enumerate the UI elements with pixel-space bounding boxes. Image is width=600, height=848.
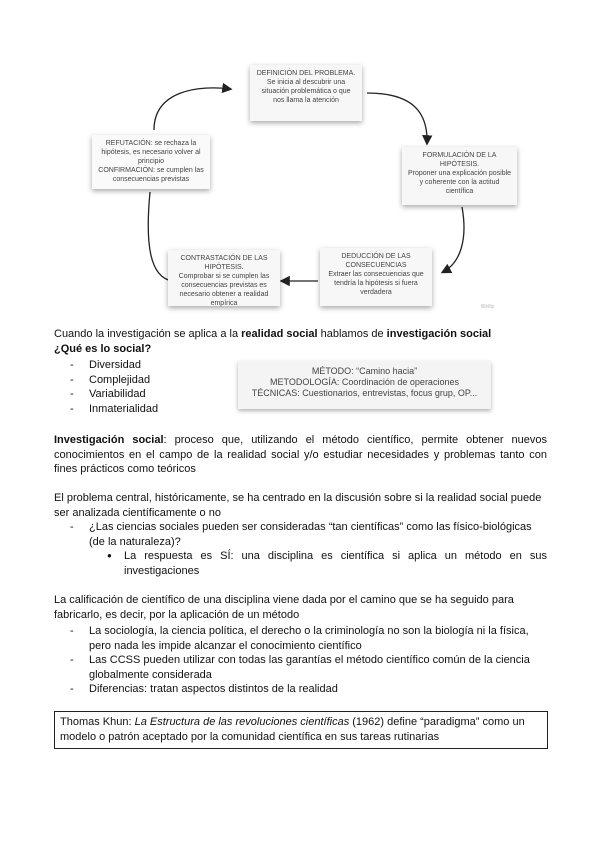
- techniques-line: TÉCNICAS: Cuestionarios, entrevistas, focus grup, OP...: [251, 388, 478, 398]
- list-item: - Diversidad: [70, 358, 230, 373]
- quote-author: Thomas Khun:: [60, 716, 135, 728]
- problem-paragraph: El problema central, históricamente, se ha centrado en la discusión sobre si la realidad social puede ser analizada científicamente o no: [54, 492, 542, 519]
- arrow-definicion-to-formulacion: [367, 93, 427, 143]
- quote-book-title: La Estructura de las revoluciones científicas: [134, 716, 350, 728]
- card-definicion-body: Se inicia al descubrir una situación problemática o que nos llama la atención: [261, 79, 351, 104]
- social-traits-list: [70, 358, 230, 416]
- card-formulacion: [402, 147, 517, 205]
- card-formulacion-body: Proponer una explicación posible y coherente con la actitud científica: [407, 170, 512, 195]
- list-item: - Inmaterialidad: [70, 402, 230, 417]
- card-contrastacion: [168, 250, 280, 306]
- card-contrastacion-title: CONTRASTACIÓN DE LAS HIPÓTESIS.: [180, 255, 268, 271]
- definition-paragraph: [54, 433, 547, 477]
- scientific-method-cycle-diagram: [90, 55, 510, 315]
- list-item: - Variabilidad: [70, 387, 230, 402]
- intro-bold-investigacion-social: investigación social: [386, 328, 492, 340]
- card-deduccion-title: DEDUCCIÓN DE LAS CONSECUENCIAS: [341, 253, 411, 269]
- list-item: - Diferencias: tratan aspectos distintos de la realidad: [70, 682, 550, 697]
- quote-text: (1962) define “paradigma” como un modelo o patrón aceptado por la comunidad científica en sus tareas rutinarias: [60, 716, 525, 743]
- list-item: ● La respuesta es SÍ: una disciplina es científica si aplica un método en sus investigaciones: [107, 549, 547, 578]
- definition-term: Investigación social: [54, 434, 164, 446]
- card-refutacion-title: REFUTACIÓN: se rechaza la hipótesis, es necesario volver al principio: [101, 140, 201, 165]
- card-deduccion-body: Extraer las consecuencias que tendría la hipótesis si fuera verdadera: [328, 271, 424, 296]
- card-definicion-title: DEFINICIÓN DEL PROBLEMA.: [256, 70, 356, 77]
- method-definitions-box: [238, 361, 491, 409]
- card-refutacion: [92, 135, 210, 189]
- list-item: - Complejidad: [70, 373, 230, 388]
- card-definicion: [250, 65, 362, 121]
- problem-answer-list: [107, 549, 547, 578]
- problem-list: [70, 520, 547, 549]
- method-line: MÉTODO: “Camino hacia”: [311, 366, 418, 376]
- qualification-list: [70, 624, 550, 697]
- kuhn-quote-box: [54, 711, 548, 749]
- list-item: - La sociología, la ciencia política, el derecho o la criminología no son la biología ni la física, pero nada les impide alcanzar el conocimiento científico: [70, 624, 550, 653]
- arrow-formulacion-to-deduccion: [443, 207, 464, 272]
- intro-bold-realidad-social: realidad social: [241, 328, 318, 340]
- definition-text: : proceso que, utilizando el método científico, permite obtener nuevos conocimientos en el campo de la realidad social y/o estudiar necesidades y problemas tanto con fines prácticos como teóricos: [54, 434, 547, 475]
- qualification-paragraph: La calificación de científico de una disciplina viene dada por el camino que se ha seguido para fabricarlo, es decir, por la aplicación de un método: [54, 594, 514, 621]
- diagram-credit: lllllrlllp: [481, 304, 495, 310]
- card-contrastacion-body: Comprobar si se cumplen las consecuencias previstas es necesario obtener a realidad empírica: [178, 273, 270, 307]
- methodology-line: METODOLOGÍA: Coordinación de operaciones: [270, 377, 459, 387]
- list-item: - ¿Las ciencias sociales pueden ser consideradas “tan científicas” como las físico-biológicas (de la naturaleza)?: [70, 520, 547, 549]
- list-item: - Las CCSS pueden utilizar con todas las garantías el método científico común de la ciencia globalmente considerada: [70, 653, 550, 682]
- arrow-refutacion-to-definicion: [154, 88, 230, 130]
- intro-question: ¿Qué es lo social?: [54, 343, 152, 355]
- card-formulacion-title: FORMULACIÓN DE LA HIPÓTESIS.: [422, 152, 497, 168]
- card-refutacion-body: CONFIRMACIÓN: se cumplen las consecuencias previstas: [98, 167, 204, 183]
- intro-middle: hablamos de: [317, 328, 387, 340]
- intro-prefix: Cuando la investigación se aplica a la: [54, 328, 242, 340]
- card-deduccion: [320, 248, 432, 306]
- intro-paragraph: [54, 327, 554, 342]
